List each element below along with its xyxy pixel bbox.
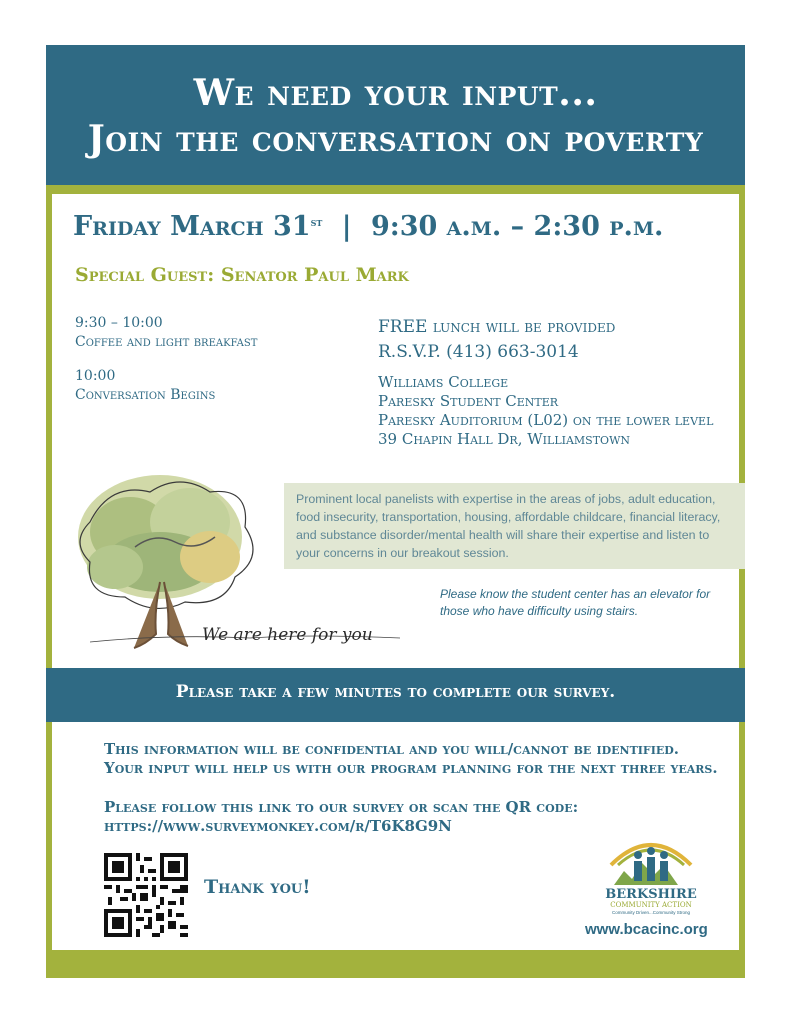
qr-code-icon[interactable] — [104, 853, 188, 937]
berkshire-community-action-logo — [596, 833, 706, 915]
lunch-text: lunch will be provided — [427, 317, 616, 337]
schedule-time: 9:30 – 10:00 — [75, 315, 163, 331]
header-line-2: Join the conversation on poverty — [87, 118, 704, 160]
location-line: 39 Chapin Hall Dr, Williamstown — [378, 430, 631, 448]
event-date-time — [73, 211, 663, 242]
location-line: Paresky Student Center — [378, 392, 559, 410]
follow-text: Please follow this link to our survey or scan the QR code: — [104, 798, 579, 816]
footer-bar — [46, 950, 745, 978]
location-line: Paresky Auditorium (L02) on the lower level — [378, 411, 714, 429]
event-date-suffix: st — [310, 215, 323, 229]
survey-link[interactable]: https://www.surveymonkey.com/r/T6K8G9N — [104, 817, 452, 835]
logo-tag: Community Driven...Community Strong — [611, 910, 691, 915]
special-guest: Special Guest: Senator Paul Mark — [75, 264, 409, 286]
confidential-info — [104, 740, 718, 778]
survey-banner — [46, 668, 745, 722]
tree-caption: We are here for you — [202, 625, 373, 645]
survey-link-block — [104, 798, 578, 836]
date-separator: | — [341, 211, 352, 242]
schedule-time: 10:00 — [75, 368, 116, 384]
elevator-note: Please know the student center has an elevator for those who have difficulty using stairs. — [440, 587, 711, 618]
schedule-desc: Coffee and light breakfast — [75, 334, 258, 350]
website-link[interactable]: www.bcacinc.org — [585, 921, 708, 938]
survey-banner-text: Please take a few minutes to complete our survey. — [175, 682, 616, 702]
header-line-1: We need your input... — [193, 72, 598, 114]
left-border — [46, 185, 52, 950]
location-line: Williams College — [378, 373, 509, 391]
location-block — [378, 373, 713, 449]
event-date: Friday March 31 — [73, 211, 311, 242]
thank-you: Thank you! — [204, 876, 311, 898]
header-accent-bar — [46, 185, 745, 194]
header-banner — [46, 45, 745, 185]
schedule-item — [75, 367, 215, 405]
schedule-item — [75, 314, 257, 352]
info-line: Your input will help us with our program planning for the next three years. — [104, 759, 718, 777]
lunch-info — [378, 315, 615, 365]
event-time: 9:30 a.m. – 2:30 p.m. — [370, 211, 664, 242]
lunch-free: FREE — [378, 317, 428, 337]
schedule-desc: Conversation Begins — [75, 387, 216, 403]
info-line: This information will be confidential and you will/cannot be identified. — [104, 740, 680, 758]
panelists-text: Prominent local panelists with expertise in the areas of jobs, adult education, food insecurity, transportation, housing, affordable childcare, financial literacy, and substance disorder/mental health will share their expertise and listen to your concerns in our breakout session. — [296, 492, 721, 560]
logo-sub: COMMUNITY ACTION — [610, 901, 692, 909]
logo-name: BERKSHIRE — [605, 887, 697, 902]
rsvp-phone: R.S.V.P. (413) 663-3014 — [378, 342, 579, 362]
